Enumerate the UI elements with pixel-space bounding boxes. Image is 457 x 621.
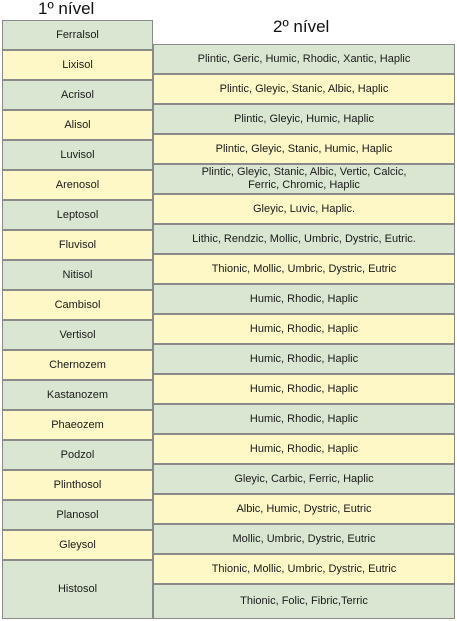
- level2-cell: Humic, Rhodic, Haplic: [153, 344, 455, 374]
- level2-cell: Thionic, Mollic, Umbric, Dystric, Eutric: [153, 554, 455, 584]
- level2-cell: Thionic, Folic, Fibric,Terric: [153, 584, 455, 619]
- level2-cell: Lithic, Rendzic, Mollic, Umbric, Dystric, Eutric.: [153, 224, 455, 254]
- level1-cell-gleysol: Gleysol: [2, 530, 153, 560]
- level2-cell: Humic, Rhodic, Haplic: [153, 374, 455, 404]
- level1-header: 1º nível: [38, 0, 95, 18]
- level1-cell-phaeozem: Phaeozem: [2, 410, 153, 440]
- level2-cell: Albic, Humic, Dystric, Eutric: [153, 494, 455, 524]
- level2-cell: Mollic, Umbric, Dystric, Eutric: [153, 524, 455, 554]
- level1-cell-cambisol: Cambisol: [2, 290, 153, 320]
- level1-cell-planosol: Planosol: [2, 500, 153, 530]
- level2-cell: Gleyic, Luvic, Haplic.: [153, 194, 455, 224]
- level1-cell-alisol: Alisol: [2, 110, 153, 140]
- level1-cell-nitisol: Nitisol: [2, 260, 153, 290]
- level1-cell-podzol: Podzol: [2, 440, 153, 470]
- level2-cell: Plintic, Gleyic, Stanic, Albic, Haplic: [153, 74, 455, 104]
- level2-cell: Plintic, Gleyic, Stanic, Humic, Haplic: [153, 134, 455, 164]
- level1-cell-fluvisol: Fluvisol: [2, 230, 153, 260]
- level2-cell: Gleyic, Carbic, Ferric, Haplic: [153, 464, 455, 494]
- level1-cell-kastanozem: Kastanozem: [2, 380, 153, 410]
- level2-cell: Humic, Rhodic, Haplic: [153, 434, 455, 464]
- level2-cell: Thionic, Mollic, Umbric, Dystric, Eutric: [153, 254, 455, 284]
- level1-cell-acrisol: Acrisol: [2, 80, 153, 110]
- level2-cell: Plintic, Gleyic, Stanic, Albic, Vertic, Calcic, Ferric, Chromic, Haplic: [153, 164, 455, 194]
- level1-cell-luvisol: Luvisol: [2, 140, 153, 170]
- level1-cell-ferralsol: Ferralsol: [2, 20, 153, 50]
- level1-cell-histosol: Histosol: [2, 560, 153, 619]
- level1-cell-leptosol: Leptosol: [2, 200, 153, 230]
- level2-cell: Humic, Rhodic, Haplic: [153, 314, 455, 344]
- level2-cell: Plintic, Geric, Humic, Rhodic, Xantic, Haplic: [153, 44, 455, 74]
- level2-header: 2º nível: [273, 17, 330, 36]
- level1-cell-plinthosol: Plinthosol: [2, 470, 153, 500]
- level2-cell: Plintic, Gleyic, Humic, Haplic: [153, 104, 455, 134]
- level1-cell-vertisol: Vertisol: [2, 320, 153, 350]
- level1-cell-lixisol: Lixisol: [2, 50, 153, 80]
- level1-cell-arenosol: Arenosol: [2, 170, 153, 200]
- level2-cell: Humic, Rhodic, Haplic: [153, 404, 455, 434]
- level1-cell-chernozem: Chernozem: [2, 350, 153, 380]
- level2-cell: Humic, Rhodic, Haplic: [153, 284, 455, 314]
